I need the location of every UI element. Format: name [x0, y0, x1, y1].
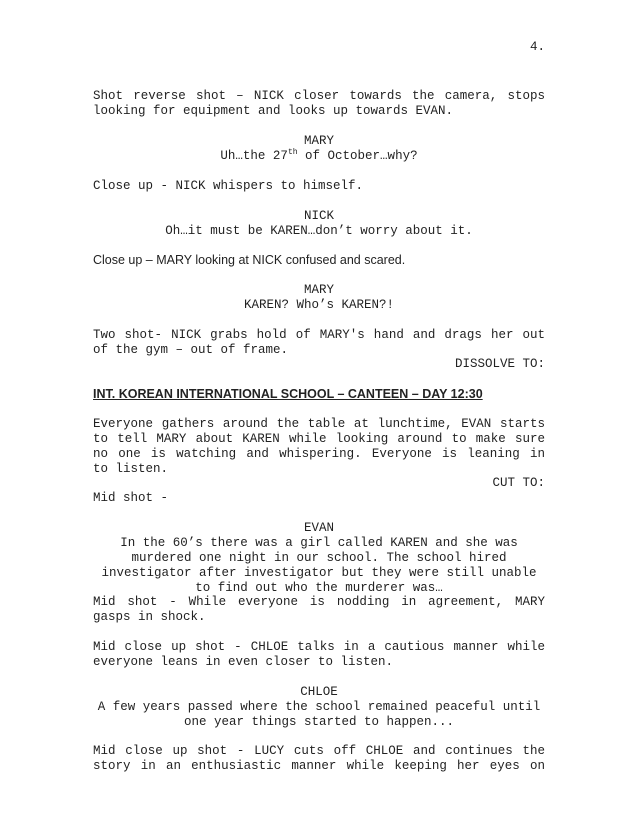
action-line: to listen. — [93, 462, 169, 476]
action-line: Mid close up shot - LUCY cuts off CHLOE and continues the — [93, 744, 545, 758]
action-line: story in an enthusiastic manner while keeping her eyes on — [93, 759, 545, 773]
action-line: Two shot- NICK grabs hold of MARY's hand and drags her out — [93, 328, 545, 342]
action-line: Everyone gathers around the table at lunchtime, EVAN starts — [93, 417, 545, 431]
dialogue-line: investigator after investigator but they were still unable — [101, 566, 537, 580]
dialogue-line: murdered one night in our school. The school hired — [131, 551, 507, 565]
dialogue-line: Uh…the 27th of October…why? — [220, 147, 418, 163]
transition: DISSOLVE TO: — [454, 357, 545, 371]
scene-heading: INT. KOREAN INTERNATIONAL SCHOOL – CANTEEN – DAY 12:30 — [93, 387, 483, 401]
action-line: Mid shot - While everyone is nodding in agreement, MARY — [93, 595, 545, 609]
action-line: no one is watching and whispering. Everyone is leaning in — [93, 447, 545, 461]
dialogue-line: one year things started to happen... — [183, 715, 455, 729]
dialogue-line: A few years passed where the school remained peaceful until — [97, 700, 541, 714]
action-line: looking for equipment and looks up towards EVAN. — [93, 104, 454, 118]
character-name: EVAN — [303, 521, 334, 535]
character-name: NICK — [303, 209, 334, 223]
action-line: Mid shot - — [93, 491, 169, 505]
character-name: CHLOE — [300, 685, 338, 699]
dialogue-line: KAREN? Who’s KAREN?! — [243, 298, 395, 312]
dialogue-line: In the 60’s there was a girl called KAREN and she was — [120, 536, 518, 550]
character-name: MARY — [303, 134, 334, 148]
dialogue-line: to find out who the murderer was… — [195, 581, 443, 595]
transition: CUT TO: — [492, 476, 545, 490]
action-line: Mid close up shot - CHLOE talks in a cautious manner while — [93, 640, 545, 654]
action-line: of the gym – out of frame. — [93, 343, 289, 357]
character-name: MARY — [303, 283, 334, 297]
page-number: 4. — [529, 40, 545, 54]
action-line: Shot reverse shot – NICK closer towards the camera, stops — [93, 89, 545, 103]
action-line: to tell MARY about KAREN while looking around to make sure — [93, 432, 545, 446]
action-line: gasps in shock. — [93, 610, 206, 624]
dialogue-line: Oh…it must be KAREN…don’t worry about it. — [165, 224, 473, 238]
action-line: Close up – MARY looking at NICK confused and scared. — [93, 253, 406, 267]
action-line: everyone leans in even closer to listen. — [93, 655, 394, 669]
action-line: Close up - NICK whispers to himself. — [93, 179, 364, 193]
